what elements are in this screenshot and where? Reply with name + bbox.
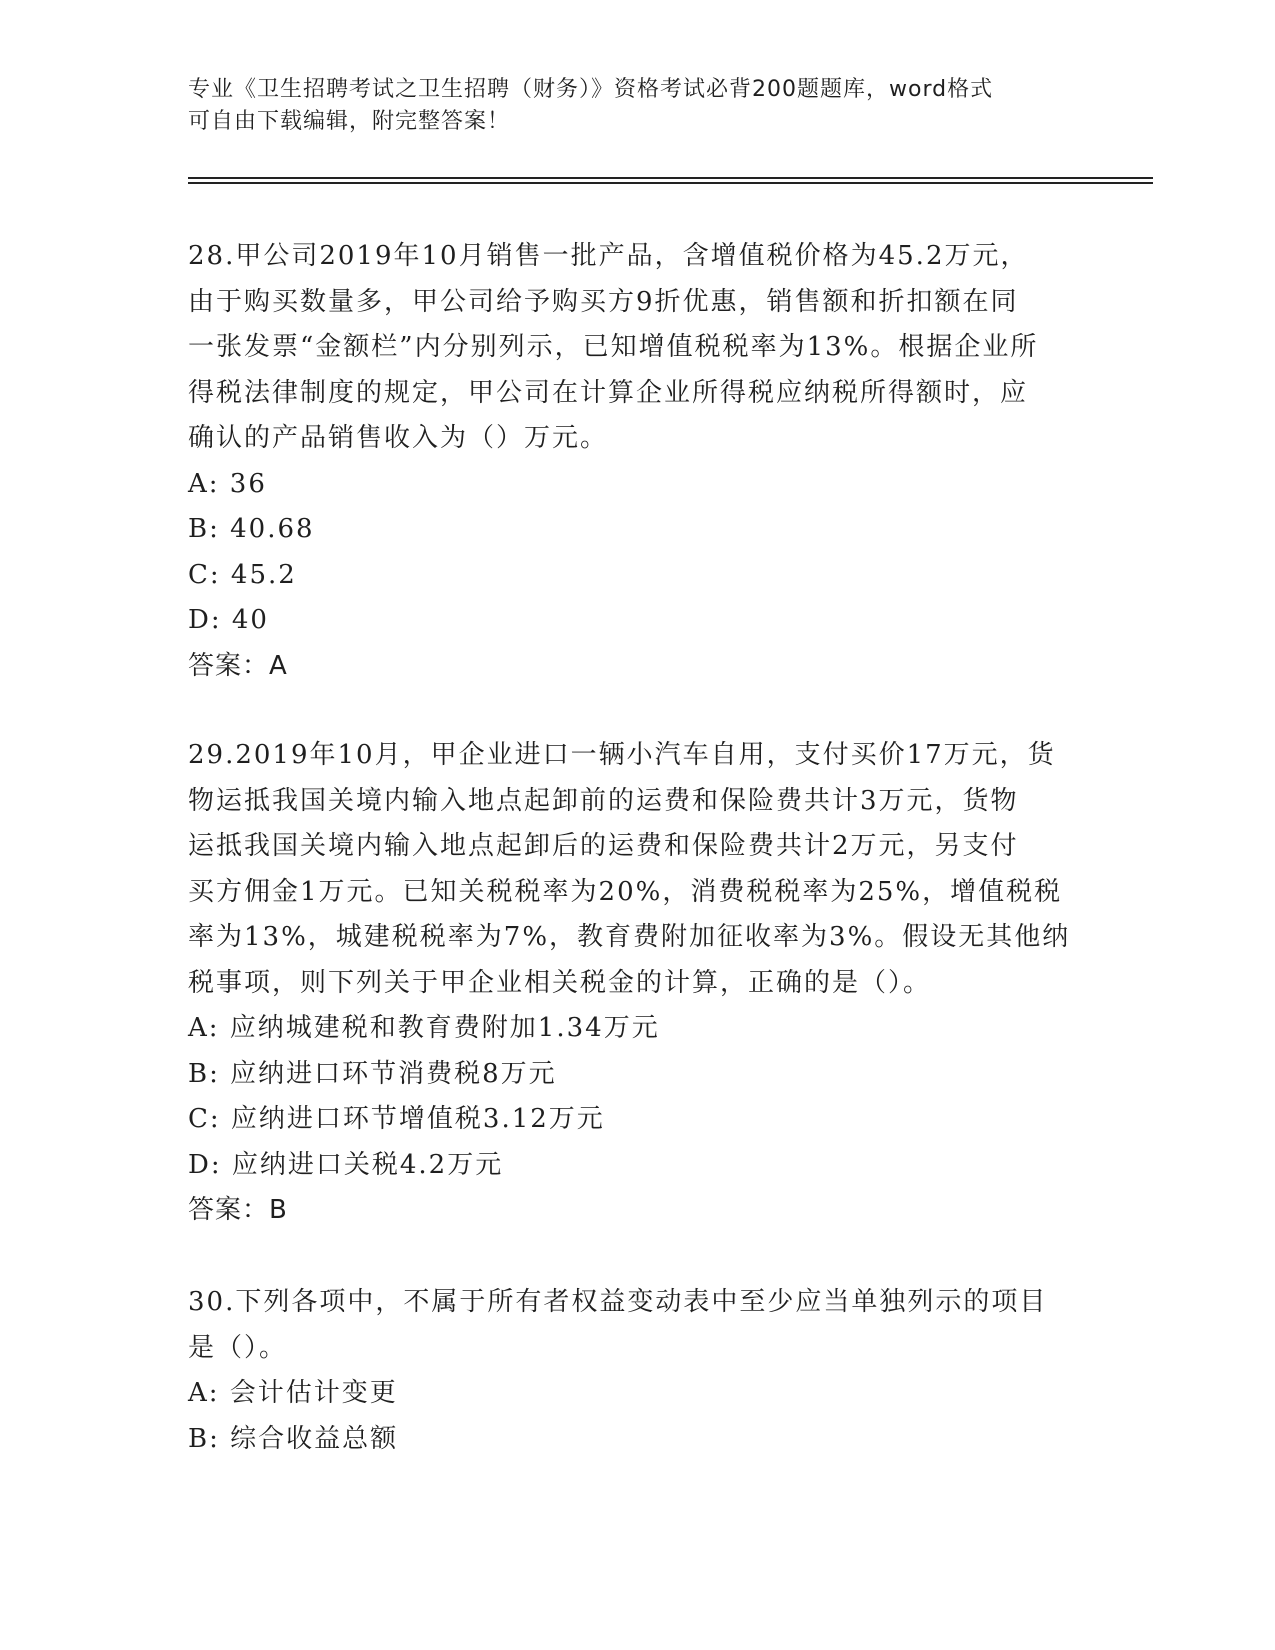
header-line-1: 专业《卫生招聘考试之卫生招聘（财务）》资格考试必背200题题库，word格式 bbox=[188, 77, 994, 102]
question-30 bbox=[188, 1280, 1088, 1462]
question-stem-line: 是（）。 bbox=[188, 1332, 288, 1363]
question-stem-line: 确认的产品销售收入为（）万元。 bbox=[188, 423, 609, 453]
header-line-2: 可自由下载编辑，附完整答案！ bbox=[188, 109, 511, 134]
option-b: B: 应纳进口环节消费税8万元 bbox=[188, 1058, 557, 1089]
header-divider-bottom bbox=[188, 182, 1153, 184]
answer-label: 答案：B bbox=[188, 1195, 288, 1225]
option-a: A: 36 bbox=[188, 468, 267, 499]
question-stem-line: 28.甲公司2019年10月销售一批产品，含增值税价格为45.2万元， bbox=[188, 241, 1029, 271]
option-b: B: 40.68 bbox=[188, 514, 315, 544]
document-header bbox=[188, 74, 1088, 138]
option-c: C: 应纳进口环节增值税3.12万元 bbox=[188, 1104, 605, 1134]
question-stem-line: 买方佣金1万元。已知关税税率为20%，消费税税率为25%，增值税税 bbox=[188, 876, 1063, 907]
question-stem-line: 由于购买数量多，甲公司给予购买方9折优惠，销售额和折扣额在同 bbox=[188, 286, 1019, 317]
option-a: A: 会计估计变更 bbox=[188, 1378, 398, 1408]
question-stem-line: 得税法律制度的规定，甲公司在计算企业所得税应纳税所得额时，应 bbox=[188, 377, 1029, 408]
option-b: B: 综合收益总额 bbox=[188, 1423, 399, 1454]
question-stem-line: 税事项，则下列关于甲企业相关税金的计算，正确的是（）。 bbox=[188, 967, 932, 998]
option-a: A: 应纳城建税和教育费附加1.34万元 bbox=[188, 1013, 660, 1043]
question-stem-line: 物运抵我国关境内输入地点起卸前的运费和保险费共计3万元，货物 bbox=[188, 785, 1019, 816]
header-divider-top bbox=[188, 177, 1153, 179]
option-d: D: 40 bbox=[188, 605, 269, 635]
question-29 bbox=[188, 733, 1088, 1234]
question-stem-line: 率为13%，城建税税率为7%，教育费附加征收率为3%。假设无其他纳 bbox=[188, 922, 1071, 952]
answer-label: 答案：A bbox=[188, 650, 288, 681]
question-28 bbox=[188, 234, 1088, 689]
option-c: C: 45.2 bbox=[188, 559, 297, 590]
question-stem-line: 运抵我国关境内输入地点起卸后的运费和保险费共计2万元，另支付 bbox=[188, 831, 1019, 861]
question-stem-line: 一张发票“金额栏”内分别列示，已知增值税税率为13%。根据企业所 bbox=[188, 332, 1039, 362]
option-d: D: 应纳进口关税4.2万元 bbox=[188, 1149, 504, 1180]
question-stem-line: 30.下列各项中，不属于所有者权益变动表中至少应当单独列示的项目 bbox=[188, 1287, 1048, 1317]
question-stem-line: 29.2019年10月，甲企业进口一辆小汽车自用，支付买价17万元，货 bbox=[188, 740, 1056, 770]
